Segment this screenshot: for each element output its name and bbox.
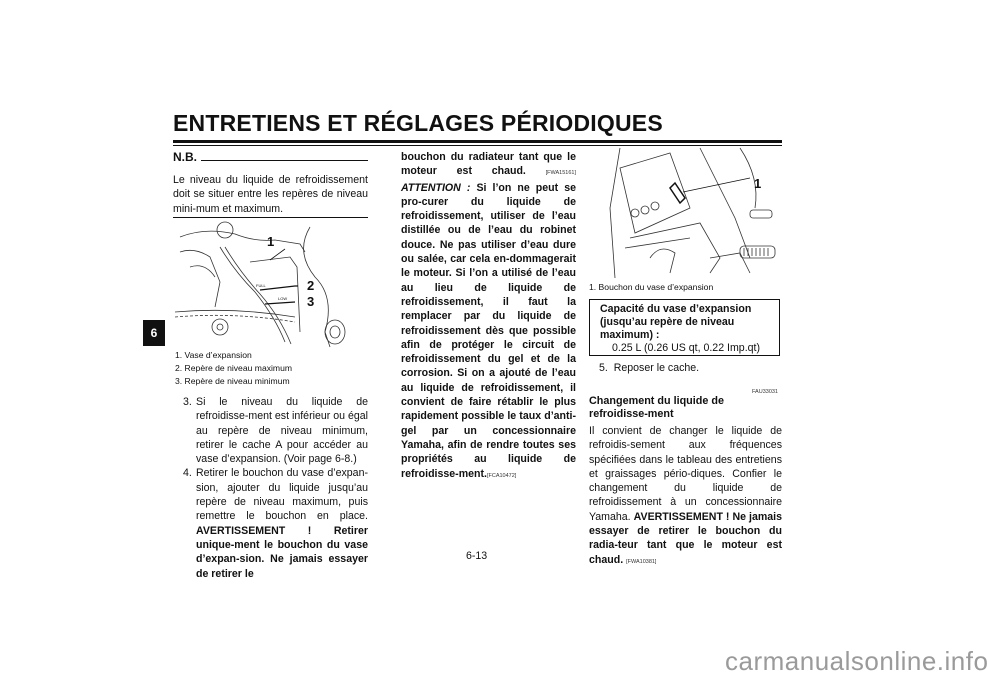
capacity-value: 0.25 L (0.26 US qt, 0.22 Imp.qt) — [612, 342, 761, 354]
nb-end-rule — [173, 217, 368, 218]
caption-item: 3. Repère de niveau minimum — [175, 376, 290, 386]
title-rule-thin — [173, 145, 782, 146]
nb-text: Le niveau du liquide de refroidissement doit se situer entre les repères de niveau mini-mum et maximum. — [173, 174, 368, 215]
callout-1: 1 — [754, 176, 762, 191]
warning-code: [FWA15161] — [545, 170, 576, 177]
step-4-text: Retirer le bouchon du vase d’expan-sion, ajouter du liquide jusqu’au repère de niveau maximum, puis remettre le bouchon en place. — [196, 467, 368, 523]
page-title: ENTRETIENS ET RÉGLAGES PÉRIODIQUES — [173, 110, 663, 136]
expansion-cap-illustration — [590, 148, 782, 278]
step-5: 5. Reposer le cache. — [599, 362, 700, 374]
nb-heading — [173, 150, 368, 164]
warning-code: [FWA10381] — [626, 558, 657, 565]
page-number: 6-13 — [466, 550, 488, 562]
warning-continuation: bouchon du radiateur tant que le moteur est chaud. [FWA15161] ATTENTION : Si l’on ne peut se pro-curer du liquide de refroidissement, utiliser de l’eau distillée ou de l’eau du robinet douce. Ne pas utiliser d’eau dure ou salée, car cela en-dommagerait le moteur. Si l’on a utilisé de l’eau au lieu de liquide de refroidissement, il faut la remplacer par du liquide de refroidissement dès que possible afin de protéger le circuit de refroidissement du gel et de la corrosion. Si on a ajouté de l’eau au liquide de refroidissement, il convient de faire rétablir le plus rapidement possible le taux d’anti-gel par un concessionnaire Yamaha, afin de rendre toutes ses propriétés au liquide de refroidisse-ment.[FCA10472] — [401, 151, 576, 480]
callout-1: 1 — [267, 234, 275, 249]
attention-label: ATTENTION : — [401, 181, 471, 194]
step-4-warning: AVERTISSEMENT ! Retirer unique-ment le bouchon du vase d’expan-sion. Ne jamais essayer de retirer le — [196, 524, 368, 580]
title-rule — [173, 140, 782, 143]
expansion-tank-illustration — [175, 222, 370, 347]
figure-caption: 1. Bouchon du vase d’expansion — [589, 282, 714, 292]
chapter-tab: 6 — [143, 320, 165, 346]
watermark: carmanualsonline.info — [725, 646, 988, 676]
nb-label: N.B. — [173, 150, 197, 164]
caption-item: 1. Vase d’expansion — [175, 350, 252, 360]
step-4: 4. Retirer le bouchon du vase d’expan-sion, ajouter du liquide jusqu’au repère de niveau maximum, puis remettre le bouchon en place. AVERTISSEMENT ! Retirer unique-ment le bouchon du vase d’expan-sion. Ne jamais essayer de retirer le — [183, 467, 368, 580]
figure-captions — [175, 349, 292, 388]
step-3: 3. Si le niveau du liquide de refroidisse-ment est inférieur ou égal au repère de niveau minimum, retirer le cache A pour accéder au vase d’expansion. (Voir page 6-8.) — [183, 396, 368, 466]
section-body: Il convient de changer le liquide de refroidis-sement aux fréquences spécifiées dans le tableau des entretiens et graissages pério-diques. Confier le changement du liquide de refroidissement à un concessionnaire Yamaha. AVERTISSEMENT ! Ne jamais essayer de retirer le bouchon du radia-teur tant que le moteur est chaud. [FWA10381] — [589, 425, 782, 566]
caution-code: [FCA10472] — [486, 472, 517, 479]
section-code: FAU33031 — [752, 389, 778, 395]
steps-list — [173, 395, 368, 581]
callout-3: 3 — [307, 294, 315, 309]
capacity-box: Capacité du vase d’expansion (jusqu’au repère de niveau maximum) : 0.25 L (0.26 US qt, 0.22 Imp.qt) — [589, 299, 780, 356]
section-warning: AVERTISSEMENT ! Ne jamais essayer de retirer le bouchon du radia-teur tant que le moteur est chaud. — [589, 510, 782, 566]
section-heading: Changement du liquide de refroidisse-ment — [589, 395, 724, 420]
full-mark-label: FULL — [256, 283, 266, 288]
low-mark-label: LOW — [278, 296, 288, 301]
callout-2: 2 — [307, 278, 315, 293]
caption-item: 2. Repère de niveau maximum — [175, 363, 293, 373]
